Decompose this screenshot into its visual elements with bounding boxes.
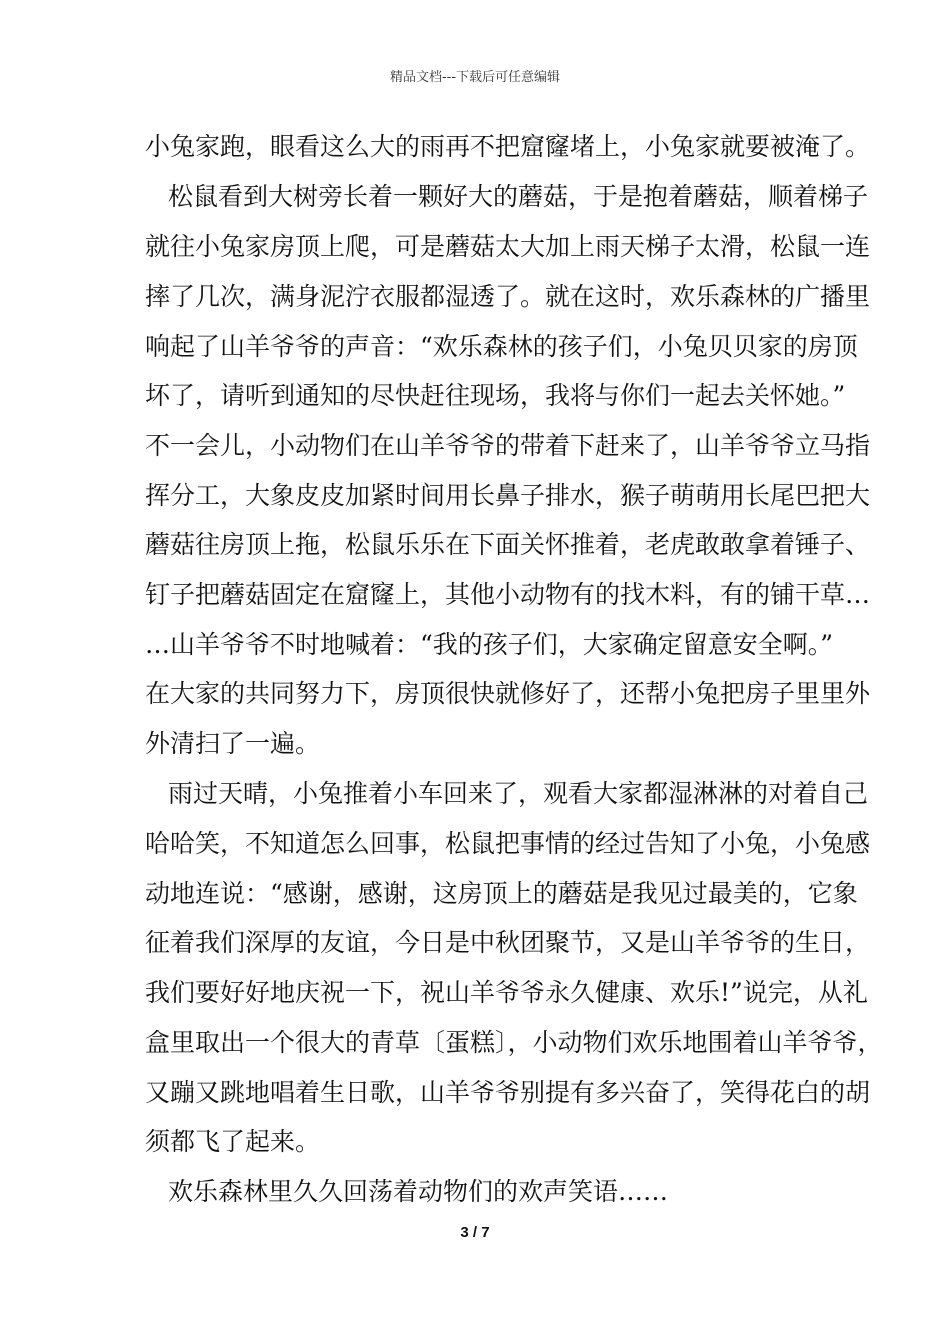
text-line: 在大家的共同努力下，房顶很快就修好了，还帮小兔把房子里里外	[145, 679, 871, 708]
text-line: 征着我们深厚的友谊，今日是中秋团聚节，又是山羊爷爷的生日，	[145, 928, 871, 957]
text-line: 摔了几次，满身泥泞衣服都湿透了。就在这时，欢乐森林的广播里	[145, 282, 871, 311]
text-line: 松鼠看到大树旁长着一颗好大的蘑菇，于是抱着蘑菇，顺着梯子	[168, 182, 869, 211]
page-header: 精品文档---下载后可任意编辑	[389, 70, 561, 85]
text-line: 钉子把蘑菇固定在窟窿上，其他小动物有的找木料，有的铺干草…	[145, 580, 871, 609]
text-line: 挥分工，大象皮皮加紧时间用长鼻子排水，猴子萌萌用长尾巴把大	[145, 481, 871, 510]
text-line: …山羊爷爷不时地喊着：“我的孩子们，大家确定留意安全啊。”	[145, 630, 834, 659]
text-line: 须都飞了起来。	[145, 1127, 321, 1156]
text-line: 蘑菇往房顶上拖，松鼠乐乐在下面关怀推着，老虎敢敢拿着锤子、	[145, 530, 871, 559]
text-line: 哈哈笑，不知道怎么回事，松鼠把事情的经过告知了小兔，小兔感	[145, 829, 871, 858]
text-line: 响起了山羊爷爷的声音：“欢乐森林的孩子们，小兔贝贝家的房顶	[145, 332, 858, 361]
text-line: 就往小兔家房顶上爬，可是蘑菇太大加上雨天梯子太滑，松鼠一连	[145, 232, 871, 261]
text-line: 不一会儿，小动物们在山羊爷爷的带着下赶来了，山羊爷爷立马指	[145, 431, 871, 460]
text-line: 盒里取出一个很大的青草〔蛋糕〕，小动物们欢乐地围着山羊爷爷，	[145, 1028, 883, 1057]
text-line: 小兔家跑，眼看这么大的雨再不把窟窿堵上，小兔家就要被淹了。	[145, 132, 871, 161]
text-line: 动地连说：“感谢，感谢，这房顶上的蘑菇是我见过最美的，它象	[145, 879, 858, 908]
text-line: 欢乐森林里久久回荡着动物们的欢声笑语……	[168, 1177, 669, 1206]
text-line: 又蹦又跳地唱着生日歌，山羊爷爷别提有多兴奋了，笑得花白的胡	[145, 1078, 871, 1107]
text-line: 坏了，请听到通知的尽快赶往现场，我将与你们一起去关怀她。”	[145, 381, 846, 410]
text-line: 我们要好好地庆祝一下，祝山羊爷爷永久健康、欢乐!”说完，从礼	[145, 978, 868, 1007]
page-number: 3 / 7	[460, 1224, 490, 1241]
text-line: 外清扫了一遍。	[145, 729, 321, 758]
text-line: 雨过天晴，小兔推着小车回来了，观看大家都湿淋淋的对着自己	[168, 779, 869, 808]
